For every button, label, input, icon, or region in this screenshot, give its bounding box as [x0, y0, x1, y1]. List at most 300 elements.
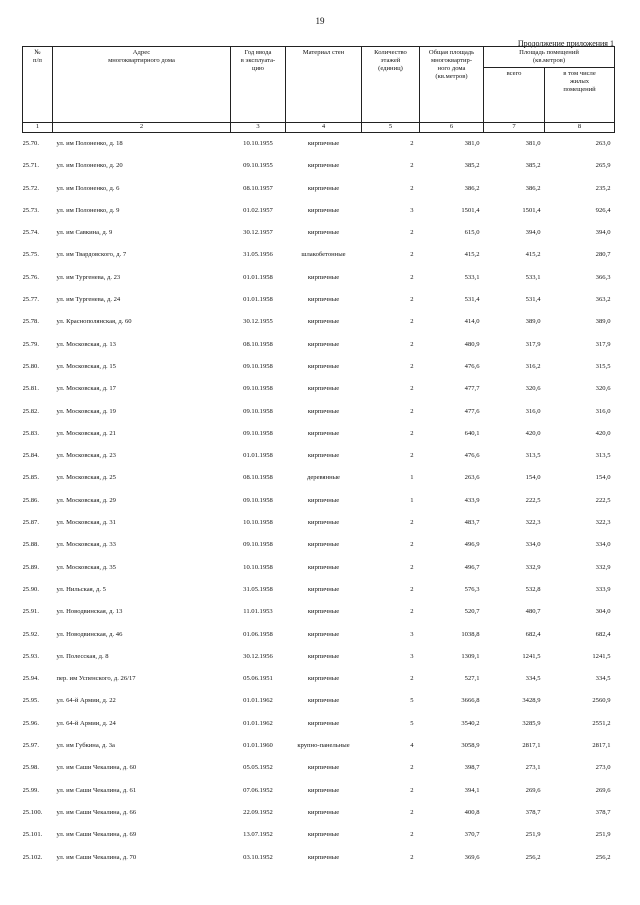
row-premises-living: 363,2: [595, 296, 611, 304]
column-number: 7: [484, 122, 545, 132]
row-number: 25.80.: [22, 362, 39, 370]
row-address: ул. Московская, д. 25: [56, 474, 116, 482]
row-premises-all: 222,5: [525, 496, 541, 504]
row-year: 13.07.1952: [243, 831, 273, 839]
table-row: [23, 400, 615, 422]
row-floors: 2: [410, 675, 414, 683]
row-number: 25.101.: [22, 831, 43, 839]
row-premises-all: 320,6: [525, 385, 541, 393]
row-number: 25.70.: [22, 140, 39, 147]
table-body: [23, 132, 615, 868]
row-premises-living: 256,2: [595, 853, 611, 861]
row-material: деревянные: [307, 474, 340, 482]
row-material: кирпичные: [307, 719, 340, 727]
table-row: [23, 668, 615, 690]
row-floors: 3: [410, 652, 414, 660]
row-year: 08.10.1958: [243, 474, 273, 482]
row-address: ул. им Полоненко, д. 6: [56, 184, 120, 192]
row-address: ул. Новодвинская, д. 13: [56, 608, 123, 616]
row-floors: 3: [410, 630, 414, 638]
row-floors: 5: [410, 697, 414, 705]
row-floors: 2: [410, 563, 414, 571]
row-material: кирпичные: [307, 697, 340, 705]
row-material: кирпичные: [307, 675, 340, 683]
column-number-row: [23, 122, 615, 132]
row-floors: 2: [410, 608, 414, 616]
row-material: кирпичные: [307, 229, 340, 237]
row-number: 25.86.: [22, 496, 39, 504]
table-row: [23, 556, 615, 578]
row-number: 25.73.: [22, 206, 39, 214]
row-total-area: 381,0: [464, 140, 480, 147]
row-floors: 2: [410, 273, 414, 281]
row-premises-all: 256,2: [525, 853, 541, 861]
row-year: 10.10.1955: [243, 140, 273, 147]
row-total-area: 480,9: [464, 340, 480, 348]
row-floors: 2: [410, 429, 414, 437]
row-year: 05.05.1952: [243, 764, 273, 772]
row-total-area: 533,1: [464, 273, 480, 281]
row-address: ул. им Тургенева, д. 24: [56, 296, 121, 304]
row-address: ул. им Саши Чекалина, д. 69: [56, 831, 137, 839]
row-material: кирпичные: [307, 608, 340, 616]
row-material: кирпичные: [307, 452, 340, 460]
table-row: [23, 423, 615, 445]
table-row: [23, 623, 615, 645]
row-material: кирпичные: [307, 407, 340, 415]
row-year: 01.01.1960: [243, 742, 273, 750]
row-floors: 3: [410, 206, 414, 214]
row-year: 30.12.1956: [243, 652, 273, 660]
table-row: [23, 200, 615, 222]
row-floors: 2: [410, 808, 414, 816]
row-year: 11.01.1953: [243, 608, 273, 616]
row-total-area: 385,2: [464, 162, 480, 170]
row-premises-all: 1241,5: [522, 652, 541, 660]
row-premises-all: 322,3: [525, 519, 541, 527]
row-floors: 2: [410, 362, 414, 370]
row-year: 10.10.1958: [243, 519, 273, 527]
row-premises-all: 269,6: [525, 786, 541, 794]
row-address: ул. Краснополянская, д. 60: [56, 318, 132, 326]
row-floors: 2: [410, 764, 414, 772]
row-number: 25.84.: [22, 452, 39, 460]
row-address: пер. им Успенского, д. 26/17: [56, 675, 136, 683]
row-year: 09.10.1958: [243, 385, 273, 393]
row-address: ул. им Саши Чекалина, д. 61: [56, 786, 137, 794]
column-number: 3: [231, 122, 286, 132]
row-material: кирпичные: [307, 140, 340, 147]
row-address: ул. им Полоненко, д. 18: [56, 140, 123, 147]
row-floors: 2: [410, 541, 414, 549]
row-number: 25.83.: [22, 429, 39, 437]
row-total-area: 370,7: [464, 831, 480, 839]
row-premises-living: 682,4: [595, 630, 611, 638]
table-row: [23, 467, 615, 489]
header-premises-living: в том числе жилых помещений: [545, 67, 615, 122]
row-address: ул. Московская, д. 19: [56, 407, 116, 415]
row-total-area: 3666,8: [461, 697, 480, 705]
row-address: ул. им Саши Чекалина, д. 70: [56, 853, 137, 861]
table-row: [23, 333, 615, 355]
table-row: [23, 177, 615, 199]
page-number: 19: [315, 16, 325, 26]
row-total-area: 1501,4: [461, 206, 480, 214]
table-row: [23, 490, 615, 512]
row-total-area: 477,7: [464, 385, 480, 393]
row-premises-living: 389,0: [595, 318, 611, 326]
row-total-area: 400,8: [464, 808, 480, 816]
row-number: 25.94.: [22, 675, 39, 683]
row-premises-all: 332,9: [525, 563, 541, 571]
row-year: 30.12.1955: [243, 318, 273, 326]
table-row: [23, 311, 615, 333]
row-premises-living: 2551,2: [592, 719, 611, 727]
row-premises-all: 2817,1: [522, 742, 541, 750]
row-material: кирпичные: [307, 340, 340, 348]
row-floors: 2: [410, 229, 414, 237]
row-total-area: 1309,1: [461, 652, 480, 660]
row-premises-all: 334,5: [525, 675, 541, 683]
row-address: ул. им Полоненко, д. 9: [56, 206, 120, 214]
row-total-area: 3540,2: [461, 719, 480, 727]
row-premises-living: 320,6: [595, 385, 611, 393]
row-premises-living: 334,0: [595, 541, 611, 549]
row-number: 25.102.: [22, 853, 43, 861]
table-row: [23, 579, 615, 601]
header-floors: Количество этажей (единиц): [362, 47, 420, 123]
row-floors: 5: [410, 719, 414, 727]
row-year: 09.10.1958: [243, 429, 273, 437]
row-number: 25.93.: [22, 652, 39, 660]
row-address: ул. Московская, д. 29: [56, 496, 116, 504]
row-material: кирпичные: [307, 519, 340, 527]
housing-table: [22, 46, 615, 869]
row-premises-living: 251,9: [595, 831, 611, 839]
row-number: 25.78.: [22, 318, 39, 326]
row-number: 25.95.: [22, 697, 39, 705]
header-num: № п/п: [23, 47, 53, 123]
row-premises-all: 317,9: [525, 340, 541, 348]
row-number: 25.72.: [22, 184, 39, 192]
row-number: 25.77.: [22, 296, 39, 304]
row-premises-all: 316,0: [525, 407, 541, 415]
row-address: ул. им Губкина, д. 3а: [56, 742, 115, 750]
table-row: [23, 646, 615, 668]
table-row: [23, 244, 615, 266]
row-material: кирпичные: [307, 630, 340, 638]
row-floors: 1: [410, 474, 414, 482]
row-premises-all: 273,1: [525, 764, 541, 772]
row-premises-all: 316,2: [525, 362, 541, 370]
continuation-note: Продолжение приложения 1: [517, 39, 614, 48]
row-number: 25.71.: [22, 162, 39, 170]
row-address: ул. Московская, д. 13: [56, 340, 116, 348]
row-material: кирпичные: [307, 296, 340, 304]
row-year: 09.10.1955: [243, 162, 273, 170]
row-number: 25.75.: [22, 251, 39, 259]
row-premises-living: 378,7: [595, 808, 611, 816]
row-floors: 2: [410, 184, 414, 192]
table-row: [23, 378, 615, 400]
row-total-area: 369,6: [464, 853, 480, 861]
row-number: 25.79.: [22, 340, 39, 348]
row-year: 31.05.1956: [243, 251, 273, 259]
row-material: кирпичные: [307, 652, 340, 660]
row-material: кирпичные: [307, 184, 340, 192]
row-number: 25.76.: [22, 273, 39, 281]
row-floors: 2: [410, 452, 414, 460]
row-total-area: 433,9: [464, 496, 480, 504]
row-floors: 2: [410, 318, 414, 326]
row-year: 01.06.1958: [243, 630, 273, 638]
row-total-area: 476,6: [464, 452, 480, 460]
row-premises-all: 386,2: [525, 184, 541, 192]
row-premises-living: 154,0: [595, 474, 611, 482]
row-premises-living: 334,5: [595, 675, 611, 683]
table-row: [23, 534, 615, 556]
row-total-area: 477,6: [464, 407, 480, 415]
row-floors: 2: [410, 340, 414, 348]
row-number: 25.85.: [22, 474, 39, 482]
row-total-area: 640,1: [464, 429, 480, 437]
row-total-area: 263,6: [464, 474, 480, 482]
row-address: ул. Московская, д. 21: [56, 429, 116, 437]
row-address: ул. Московская, д. 33: [56, 541, 116, 549]
row-year: 09.10.1958: [243, 496, 273, 504]
row-premises-all: 532,8: [525, 585, 541, 593]
row-address: ул. Московская, д. 15: [56, 362, 116, 370]
table-row: [23, 356, 615, 378]
row-material: кирпичные: [307, 541, 340, 549]
row-total-area: 527,1: [464, 675, 480, 683]
row-floors: 2: [410, 251, 414, 259]
row-year: 09.10.1958: [243, 407, 273, 415]
row-premises-living: 304,0: [595, 608, 611, 616]
row-number: 25.89.: [22, 563, 39, 571]
table-row: [23, 512, 615, 534]
row-total-area: 531,4: [464, 296, 480, 304]
row-material: кирпичные: [307, 585, 340, 593]
row-total-area: 3058,9: [461, 742, 480, 750]
row-total-area: 476,6: [464, 362, 480, 370]
header-premises-all: всего: [484, 67, 545, 122]
row-total-area: 398,7: [464, 764, 480, 772]
column-number: 8: [545, 122, 615, 132]
row-address: ул. им Твардовского, д. 7: [56, 251, 127, 259]
row-address: ул. им Тургенева, д. 23: [56, 273, 121, 281]
row-material: кирпичные: [307, 496, 340, 504]
table-row: [23, 846, 615, 868]
table-row: [23, 132, 615, 155]
row-total-area: 496,9: [464, 541, 480, 549]
column-number: 6: [420, 122, 484, 132]
row-premises-all: 3285,9: [522, 719, 541, 727]
row-number: 25.100.: [22, 808, 43, 816]
header-address: Адрес многоквартирного дома: [53, 47, 231, 123]
row-address: ул. Московская, д. 23: [56, 452, 116, 460]
column-number: 5: [362, 122, 420, 132]
row-premises-living: 317,9: [595, 340, 611, 348]
row-year: 08.10.1957: [243, 184, 273, 192]
table-row: [23, 802, 615, 824]
row-address: ул. Полесская, д. 8: [56, 652, 109, 660]
row-premises-living: 222,5: [595, 496, 611, 504]
table-row: [23, 155, 615, 177]
row-premises-all: 420,0: [525, 429, 541, 437]
row-year: 01.01.1962: [243, 697, 273, 705]
table-row: [23, 779, 615, 801]
row-floors: 2: [410, 831, 414, 839]
row-premises-living: 273,0: [595, 764, 611, 772]
row-number: 25.99.: [22, 786, 39, 794]
row-premises-living: 315,5: [595, 362, 611, 370]
row-address: ул. им Саши Чекалина, д. 66: [56, 808, 137, 816]
row-year: 10.10.1958: [243, 563, 273, 571]
row-premises-all: 378,7: [525, 808, 541, 816]
row-address: ул. им Саши Чекалина, д. 60: [56, 764, 137, 772]
row-premises-living: 420,0: [595, 429, 611, 437]
row-premises-all: 682,4: [525, 630, 541, 638]
row-premises-living: 265,9: [595, 162, 611, 170]
table-header: [23, 47, 615, 133]
row-year: 01.01.1958: [243, 273, 273, 281]
column-number: 4: [286, 122, 362, 132]
row-year: 08.10.1958: [243, 340, 273, 348]
row-year: 31.05.1958: [243, 585, 273, 593]
row-material: кирпичные: [307, 853, 340, 861]
row-year: 09.10.1958: [243, 541, 273, 549]
row-premises-living: 2817,1: [592, 742, 611, 750]
row-address: ул. 64-й Армии, д. 22: [56, 697, 116, 705]
row-premises-living: 394,0: [595, 229, 611, 237]
table-row: [23, 690, 615, 712]
row-premises-all: 394,0: [525, 229, 541, 237]
row-floors: 2: [410, 585, 414, 593]
row-premises-all: 251,9: [525, 831, 541, 839]
row-total-area: 415,2: [464, 251, 480, 259]
row-material: кирпичные: [307, 362, 340, 370]
table-row: [23, 735, 615, 757]
row-number: 25.88.: [22, 541, 39, 549]
row-premises-all: 154,0: [525, 474, 541, 482]
header-total-area: Общая площадь многоквартир- ного дома (кв.метров): [420, 47, 484, 123]
row-premises-living: 2560,9: [592, 697, 611, 705]
row-year: 01.01.1962: [243, 719, 273, 727]
row-material: кирпичные: [307, 786, 340, 794]
row-total-area: 483,7: [464, 519, 480, 527]
row-number: 25.97.: [22, 742, 39, 750]
row-premises-all: 385,2: [525, 162, 541, 170]
row-premises-all: 415,2: [525, 251, 541, 259]
row-year: 09.10.1958: [243, 362, 273, 370]
row-floors: 2: [410, 519, 414, 527]
row-premises-living: 280,7: [595, 251, 611, 259]
row-total-area: 386,2: [464, 184, 480, 192]
row-address: ул. им Полоненко, д. 20: [56, 162, 123, 170]
row-premises-all: 1501,4: [522, 206, 541, 214]
row-address: ул. им Савкина, д. 9: [56, 229, 113, 237]
row-number: 25.81.: [22, 385, 39, 393]
row-year: 01.01.1958: [243, 296, 273, 304]
table-row: [23, 445, 615, 467]
row-address: ул. Московская, д. 31: [56, 519, 116, 527]
row-total-area: 394,1: [464, 786, 480, 794]
row-floors: 2: [410, 140, 414, 147]
row-premises-all: 531,4: [525, 296, 541, 304]
row-number: 25.74.: [22, 229, 39, 237]
table-row: [23, 824, 615, 846]
row-address: ул. Московская, д. 17: [56, 385, 116, 393]
row-premises-living: 263,0: [595, 140, 611, 147]
row-floors: 1: [410, 496, 414, 504]
row-material: кирпичные: [307, 429, 340, 437]
row-premises-all: 480,7: [525, 608, 541, 616]
row-year: 22.09.1952: [243, 808, 273, 816]
row-floors: 2: [410, 853, 414, 861]
row-premises-living: 316,0: [595, 407, 611, 415]
column-number: 1: [23, 122, 53, 132]
row-number: 25.87.: [22, 519, 39, 527]
row-address: ул. Нильская, д. 5: [56, 585, 106, 593]
row-number: 25.92.: [22, 630, 39, 638]
row-premises-living: 926,4: [595, 206, 611, 214]
table-row: [23, 713, 615, 735]
row-floors: 2: [410, 786, 414, 794]
header-year: Год ввода в эксплуата- цию: [231, 47, 286, 123]
row-number: 25.90.: [22, 585, 39, 593]
row-floors: 2: [410, 296, 414, 304]
row-year: 01.02.1957: [243, 206, 273, 214]
row-year: 03.10.1952: [243, 853, 273, 861]
row-total-area: 414,0: [464, 318, 480, 326]
row-total-area: 576,3: [464, 585, 480, 593]
row-premises-living: 235,2: [595, 184, 611, 192]
row-premises-living: 1241,5: [592, 652, 611, 660]
row-address: ул. 64-й Армии, д. 24: [56, 719, 116, 727]
row-floors: 2: [410, 407, 414, 415]
header-premises-area: Площадь помещений (кв.метров): [484, 47, 615, 68]
row-material: кирпичные: [307, 385, 340, 393]
row-number: 25.82.: [22, 407, 39, 415]
row-material: кирпичные: [307, 162, 340, 170]
row-material: кирпичные: [307, 318, 340, 326]
row-total-area: 496,7: [464, 563, 480, 571]
table-row: [23, 757, 615, 779]
table-row: [23, 267, 615, 289]
row-floors: 2: [410, 385, 414, 393]
row-premises-all: 533,1: [525, 273, 541, 281]
row-premises-all: 3428,9: [522, 697, 541, 705]
row-premises-all: 381,0: [525, 140, 541, 147]
row-material: кирпичные: [307, 831, 340, 839]
row-year: 30.12.1957: [243, 229, 273, 237]
row-premises-living: 313,5: [595, 452, 611, 460]
row-premises-living: 332,9: [595, 563, 611, 571]
row-total-area: 615,0: [464, 229, 480, 237]
row-number: 25.91.: [22, 608, 39, 616]
row-year: 01.01.1958: [243, 452, 273, 460]
row-floors: 2: [410, 162, 414, 170]
row-premises-living: 333,9: [595, 585, 611, 593]
table-row: [23, 222, 615, 244]
header-material: Материал стен: [286, 47, 362, 123]
row-address: ул. Новодвинская, д. 46: [56, 630, 123, 638]
row-number: 25.98.: [22, 764, 39, 772]
row-year: 05.06.1951: [243, 675, 273, 683]
row-material: крупно-панельные: [297, 742, 350, 750]
row-total-area: 520,7: [464, 608, 480, 616]
